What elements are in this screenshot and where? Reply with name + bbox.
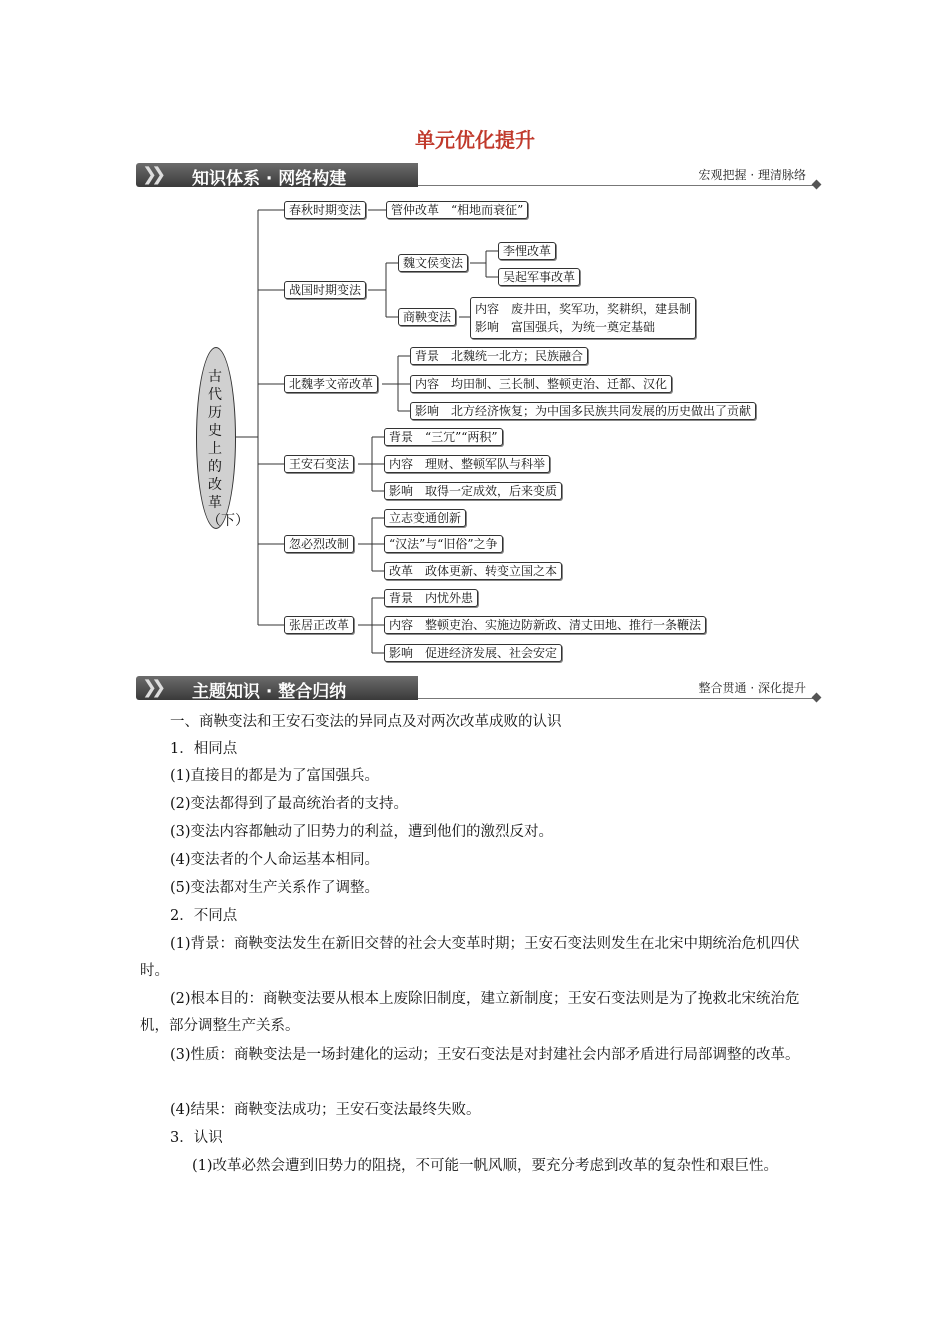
node-zhang-content: 内容 整顿吏治、实施边防新政、清丈田地、推行一条鞭法: [384, 616, 706, 634]
double-chevron-icon: ❯❯: [142, 677, 161, 698]
node-xiaowen-bg: 背景 北魏统一北方；民族融合: [410, 347, 588, 365]
paragraph: (2)变法都得到了最高统治者的支持。: [170, 796, 409, 812]
node-wuqi: 吴起军事改革: [498, 268, 580, 286]
paragraph: (1)改革必然会遭到旧势力的阻挠，不可能一帆风顺，要充分考虑到改革的复杂性和艰巨性。: [192, 1158, 779, 1174]
mindmap-root-label: 古代历史上的改革（下）: [207, 369, 249, 529]
node-wanganshi-impact: 影响 取得一定成效，后来变质: [384, 482, 562, 500]
shangyang-impact: 影响 富国强兵，为统一奠定基础: [475, 320, 656, 334]
node-shangyang-detail: [470, 297, 696, 339]
banner-title: 知识体系 · 网络构建: [192, 169, 347, 189]
banner-title: 主题知识 · 整合归纳: [192, 682, 347, 702]
node-xiaowen: 北魏孝文帝改革: [284, 375, 378, 393]
node-hubilie: 忽必烈改制: [284, 535, 354, 553]
subheading-differences: 2．不同点: [170, 908, 238, 924]
node-hubilie-3: 改革 政体更新、转变立国之本: [384, 562, 562, 580]
node-zhang-bg: 背景 内忧外患: [384, 589, 478, 607]
node-zhang-impact: 影响 促进经济发展、社会安定: [384, 644, 562, 662]
paragraph: (1)直接目的都是为了富国强兵。: [170, 768, 380, 784]
node-likui: 李悝改革: [498, 242, 556, 260]
paragraph: (3)性质：商鞅变法是一场封建化的运动；王安石变法是对封建社会内部矛盾进行局部调整的改革。: [170, 1047, 800, 1063]
section-banner-theme: [136, 676, 820, 700]
node-hubilie-2: “汉法”与“旧俗”之争: [384, 535, 503, 553]
node-shangyang: 商鞅变法: [398, 308, 456, 326]
node-xiaowen-impact: 影响 北方经济恢复；为中国多民族共同发展的历史做出了贡献: [410, 402, 756, 420]
subheading-insights: 3．认识: [170, 1130, 223, 1146]
diamond-icon: [812, 693, 822, 703]
node-chunqiu: 春秋时期变法: [284, 201, 366, 219]
node-guanzhong: 管仲改革 “相地而衰征”: [386, 201, 528, 219]
paragraph: (1)背景：商鞅变法发生在新旧交替的社会大变革时期；王安石变法则发生在北宋中期统治危机四伏时。: [140, 936, 800, 979]
section-heading: 一、商鞅变法和王安石变法的异同点及对两次改革成败的认识: [170, 714, 562, 730]
banner-subtitle: 宏观把握 · 理清脉络: [698, 168, 806, 182]
node-wanganshi-bg: 背景 “三冗”“两积”: [384, 428, 503, 446]
subheading-similarities: 1．相同点: [170, 741, 238, 757]
shangyang-content: 内容 废井田，奖军功，奖耕织，建县制: [475, 302, 692, 316]
node-wanganshi-content: 内容 理财、整顿军队与科举: [384, 455, 550, 473]
node-xiaowen-content: 内容 均田制、三长制、整顿吏治、迁都、汉化: [410, 375, 672, 393]
paragraph: (2)根本目的：商鞅变法要从根本上废除旧制度，建立新制度；王安石变法则是为了挽救北宋统治危机，部分调整生产关系。: [140, 991, 800, 1034]
paragraph: (4)变法者的个人命运基本相同。: [170, 852, 380, 868]
page-title: 单元优化提升: [415, 128, 535, 152]
paragraph: (4)结果：商鞅变法成功；王安石变法最终失败。: [170, 1102, 481, 1118]
double-chevron-icon: ❯❯: [142, 164, 161, 185]
paragraph: (3)变法内容都触动了旧势力的利益，遭到他们的激烈反对。: [170, 824, 554, 840]
banner-subtitle: 整合贯通 · 深化提升: [698, 681, 806, 695]
node-weiwenhou: 魏文侯变法: [398, 254, 468, 272]
banner-rule: [418, 698, 816, 699]
node-hubilie-1: 立志变通创新: [384, 509, 466, 527]
node-zhangjuzheng: 张居正改革: [284, 616, 354, 634]
node-wanganshi: 王安石变法: [284, 455, 354, 473]
node-zhanguo: 战国时期变法: [284, 281, 366, 299]
paragraph: (5)变法都对生产关系作了调整。: [170, 880, 380, 896]
